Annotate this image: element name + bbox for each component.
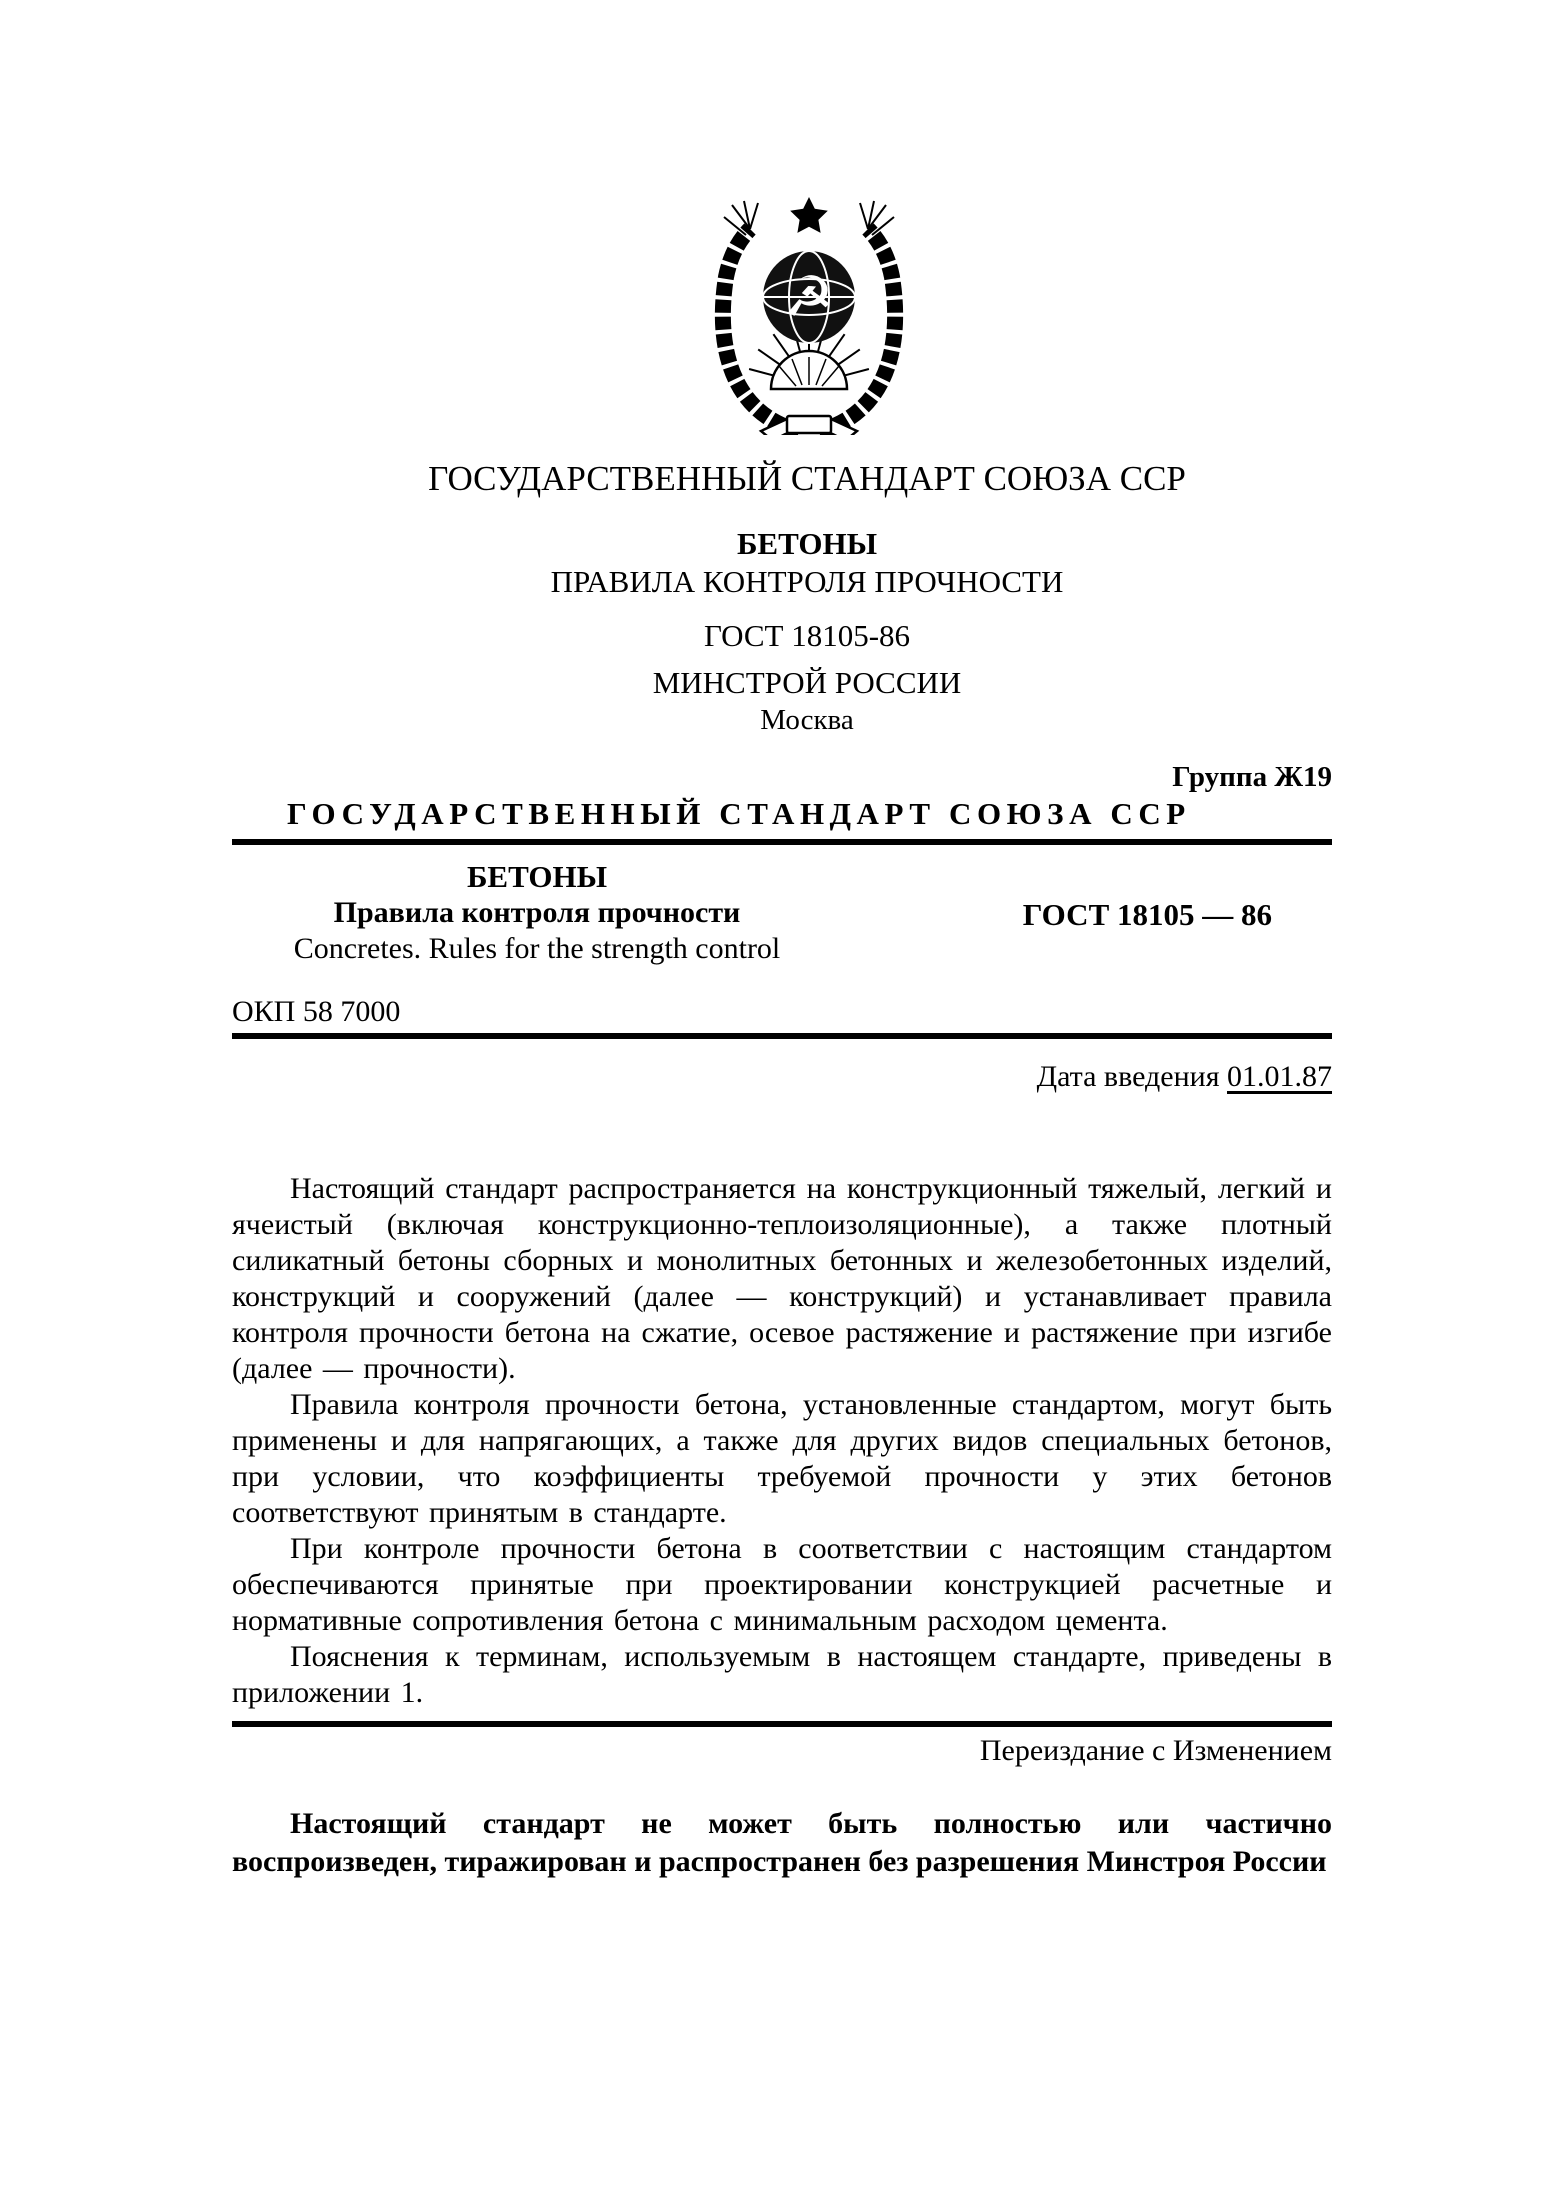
ussr-coat-of-arms-emblem	[694, 195, 924, 435]
masthead-org-line: ГОСУДАРСТВЕННЫЙ СТАНДАРТ СОЮЗА ССР	[428, 459, 1186, 498]
standard-heading: ГОСУДАРСТВЕННЫЙ СТАНДАРТ СОЮЗА ССР	[287, 796, 1191, 831]
introduction-date-label: Дата введения	[1036, 1060, 1220, 1093]
okp-code: ОКП 58 7000	[232, 995, 401, 1028]
document-content	[232, 0, 1332, 1881]
horizontal-rule-2	[232, 1033, 1332, 1039]
body-paragraph: При контроле прочности бетона в соответствии с настоящим стандартом обеспечиваются принятые при проектировании конструкцией расчетные и нормативные сопротивления бетона с минимальным расходом цемента.	[232, 1532, 1332, 1637]
copyright-notice: Настоящий стандарт не может быть полностью или частично воспроизведен, тиражирован и распространен без разрешения Минстроя России	[232, 1807, 1332, 1878]
masthead	[232, 459, 1332, 738]
introduction-date-value: 01.01.87	[1227, 1060, 1332, 1093]
gost-number: ГОСТ 18105 — 86	[1022, 897, 1272, 932]
group-label: Группа Ж19	[1172, 761, 1332, 793]
body-paragraph: Пояснения к терминам, используемым в настоящем стандарте, приведены в приложении 1.	[232, 1640, 1332, 1709]
masthead-title: БЕТОНЫ	[736, 526, 878, 561]
hammer-and-sickle-icon: ☭	[783, 265, 835, 330]
introduction-date	[232, 1059, 1332, 1095]
document-title: БЕТОНЫ	[466, 859, 608, 894]
star-icon	[790, 197, 828, 233]
title-left-column	[232, 859, 842, 967]
document-subtitle-ru: Правила контроля прочности	[333, 896, 741, 929]
masthead-city: Москва	[760, 704, 854, 736]
reissue-note: Переиздание с Изменением	[979, 1734, 1332, 1767]
horizontal-rule-3	[232, 1721, 1332, 1727]
globe-icon	[763, 251, 855, 343]
masthead-ministry: МИНСТРОЙ РОССИИ	[652, 665, 962, 700]
masthead-subtitle: ПРАВИЛА КОНТРОЛЯ ПРОЧНОСТИ	[550, 564, 1064, 599]
body-paragraph: Правила контроля прочности бетона, установленные стандартом, могут быть применены и для напрягающих, а также для других видов специальных бетонов, при условии, что коэффициенты требуемой прочности у этих бетонов соответствуют принятым в стандарте.	[232, 1388, 1332, 1529]
document-subtitle-en: Concretes. Rules for the strength control	[293, 932, 781, 965]
title-block	[232, 859, 1332, 967]
masthead-doc-number: ГОСТ 18105-86	[703, 618, 911, 653]
horizontal-rule-1	[232, 839, 1332, 845]
body-paragraph: Настоящий стандарт распространяется на конструкционный тяжелый, легкий и ячеистый (включая конструкционно-теплоизоляционные), а также плотный силикатный бетоны сборных и монолитных бетонных и железобетонных изделий, конструкций и сооружений (далее — конструкций) и устанавливает правила контроля прочности бетона на сжатие, осевое растяжение и растяжение при изгибе (далее — прочности).	[232, 1172, 1332, 1385]
body-text	[232, 1171, 1332, 1711]
sun-icon	[771, 351, 847, 389]
